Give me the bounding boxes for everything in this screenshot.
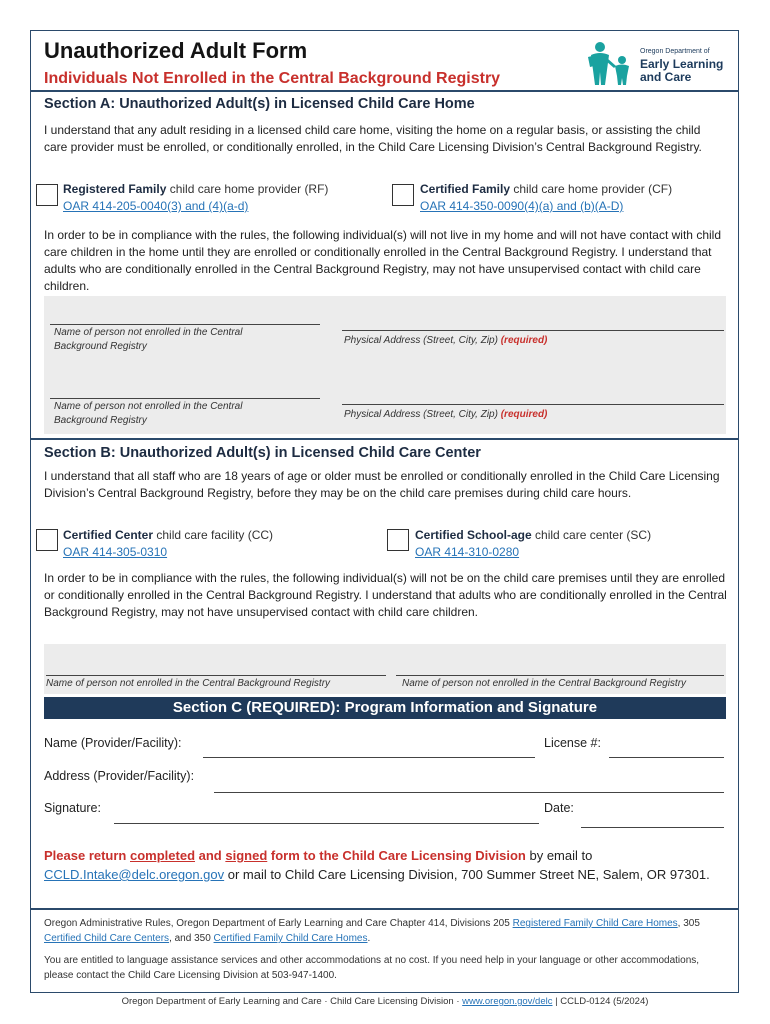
name-field-1-label: Name of person not enrolled in the Central Background Registry xyxy=(54,327,243,352)
address-field-1-label: Physical Address (Street, City, Zip) (required) xyxy=(344,335,548,346)
section-a-heading: Section A: Unauthorized Adult(s) in Licensed Child Care Home xyxy=(44,96,475,112)
provider-name-label: Name (Provider/Facility): xyxy=(44,736,182,750)
license-label: License #: xyxy=(544,736,601,750)
header-divider xyxy=(31,90,738,92)
form-subtitle: Individuals Not Enrolled in the Central Background Registry xyxy=(44,70,501,87)
certified-center-label: Certified Center child care facility (CC) xyxy=(63,528,274,542)
certified-school-age-checkbox[interactable] xyxy=(387,529,409,551)
form-title: Unauthorized Adult Form xyxy=(44,38,308,63)
name-field-2-label: Name of person not enrolled in the Central Background Registry xyxy=(54,401,243,426)
page-footer: Oregon Department of Early Learning and Care · Child Care Licensing Division · www.oregon.gov/delc | CCLD-0124 (5/2024) xyxy=(121,996,649,1007)
oar-cf-link[interactable]: OAR 414-350-0090(4)(a) and (b)(A-D) xyxy=(420,199,624,213)
rf-homes-link[interactable]: Registered Family Child Care Homes xyxy=(512,918,678,929)
registered-family-label: Registered Family child care home provider (RF) xyxy=(63,182,329,196)
rules-note: Oregon Administrative Rules, Oregon Department of Early Learning and Care Chapter 414, Divisions 205 Registered Family Child Care Homes, 305 Certified Child Care Centers, and 350 Certified Family Child Care Homes. xyxy=(44,918,700,944)
return-instructions: Please return completed and signed form to the Child Care Licensing Division by email to CCLD.Intake@delc.oregon.gov or mail to Child Care Licensing Division, 700 Summer Street NE, Salem, OR 97301. xyxy=(44,848,710,882)
section-b-heading: Section B: Unauthorized Adult(s) in Licensed Child Care Center xyxy=(44,445,481,461)
oar-sc-link[interactable]: OAR 414-310-0280 xyxy=(415,545,520,559)
language-note: You are entitled to language assistance services and other accommodations at no cost. If you need help in your language or other accommodations, please contact the Child Care Licensing Division at 503-947-1400. xyxy=(44,955,700,981)
logo-name-line2: and Care xyxy=(640,70,692,84)
section-c-heading: Section C (REQUIRED): Program Information and Signature xyxy=(44,697,726,719)
section-b-name-field-2-label: Name of person not enrolled in the Central Background Registry xyxy=(402,678,687,689)
section-b-name-field-1-label: Name of person not enrolled in the Central Background Registry xyxy=(46,678,331,689)
license-field[interactable] xyxy=(609,757,724,758)
section-a-divider xyxy=(31,438,738,440)
logo-dept-text: Oregon Department of xyxy=(640,48,710,55)
cf-homes-link[interactable]: Certified Family Child Care Homes xyxy=(213,933,368,944)
name-field-1[interactable] xyxy=(50,324,320,325)
certified-school-age-label: Certified School-age child care center (SC) xyxy=(415,528,652,542)
cc-centers-link[interactable]: Certified Child Care Centers xyxy=(44,933,170,944)
name-field-2[interactable] xyxy=(50,398,320,399)
address-field-2-label: Physical Address (Street, City, Zip) (required) xyxy=(344,409,548,420)
provider-name-field[interactable] xyxy=(203,757,535,758)
provider-address-field[interactable] xyxy=(214,792,724,793)
section-b-name-field-1[interactable] xyxy=(46,675,386,676)
provider-address-label: Address (Provider/Facility): xyxy=(44,769,195,783)
address-field-2[interactable] xyxy=(342,404,724,405)
oar-cc-link[interactable]: OAR 414-305-0310 xyxy=(63,545,168,559)
logo-name-line1: Early Learning xyxy=(640,57,724,71)
section-a-compliance: In order to be in compliance with the rules, the following individual(s) will not live in my home and will not have contact with child care children in the home until they are enrolled or conditionally enrolled in the Central Background Registry. I understand that adults who are conditionally enrolled in the Central Background Registry, may not have unsupervised contact with child care children. xyxy=(44,228,721,293)
delc-website-link[interactable]: www.oregon.gov/delc xyxy=(462,996,553,1007)
oar-rf-link[interactable]: OAR 414-205-0040(3) and (4)(a-d) xyxy=(63,199,249,213)
certified-family-label: Certified Family child care home provider (CF) xyxy=(420,182,673,196)
date-label: Date: xyxy=(544,801,574,815)
section-b-compliance: In order to be in compliance with the rules, the following individual(s) will not be on the child care premises until they are enrolled or conditionally enrolled in the Central Background Registry. I understand that adults who are conditionally enrolled in the Central Background Registry, may not have unsupervised contact with child care children. xyxy=(44,571,727,619)
section-a-intro: I understand that any adult residing in a licensed child care home, visiting the home on a regular basis, or assisting the child care provider must be enrolled, or conditionally enrolled, in the Child Care Licensing Division’s Central Background Registry. xyxy=(44,123,702,154)
certified-family-checkbox[interactable] xyxy=(392,184,414,206)
signature-label: Signature: xyxy=(44,801,101,815)
date-field[interactable] xyxy=(581,827,724,828)
footer-divider xyxy=(31,908,738,910)
certified-center-checkbox[interactable] xyxy=(36,529,58,551)
signature-field[interactable] xyxy=(114,823,539,824)
registered-family-checkbox[interactable] xyxy=(36,184,58,206)
section-b-intro: I understand that all staff who are 18 years of age or older must be enrolled or conditionally enrolled in the Child Care Licensing Division’s Central Background Registry, before they may be on the child care premises during child care hours. xyxy=(44,469,720,500)
intake-email-link[interactable]: CCLD.Intake@delc.oregon.gov xyxy=(44,867,225,882)
address-field-1[interactable] xyxy=(342,330,724,331)
section-b-name-field-2[interactable] xyxy=(396,675,724,676)
